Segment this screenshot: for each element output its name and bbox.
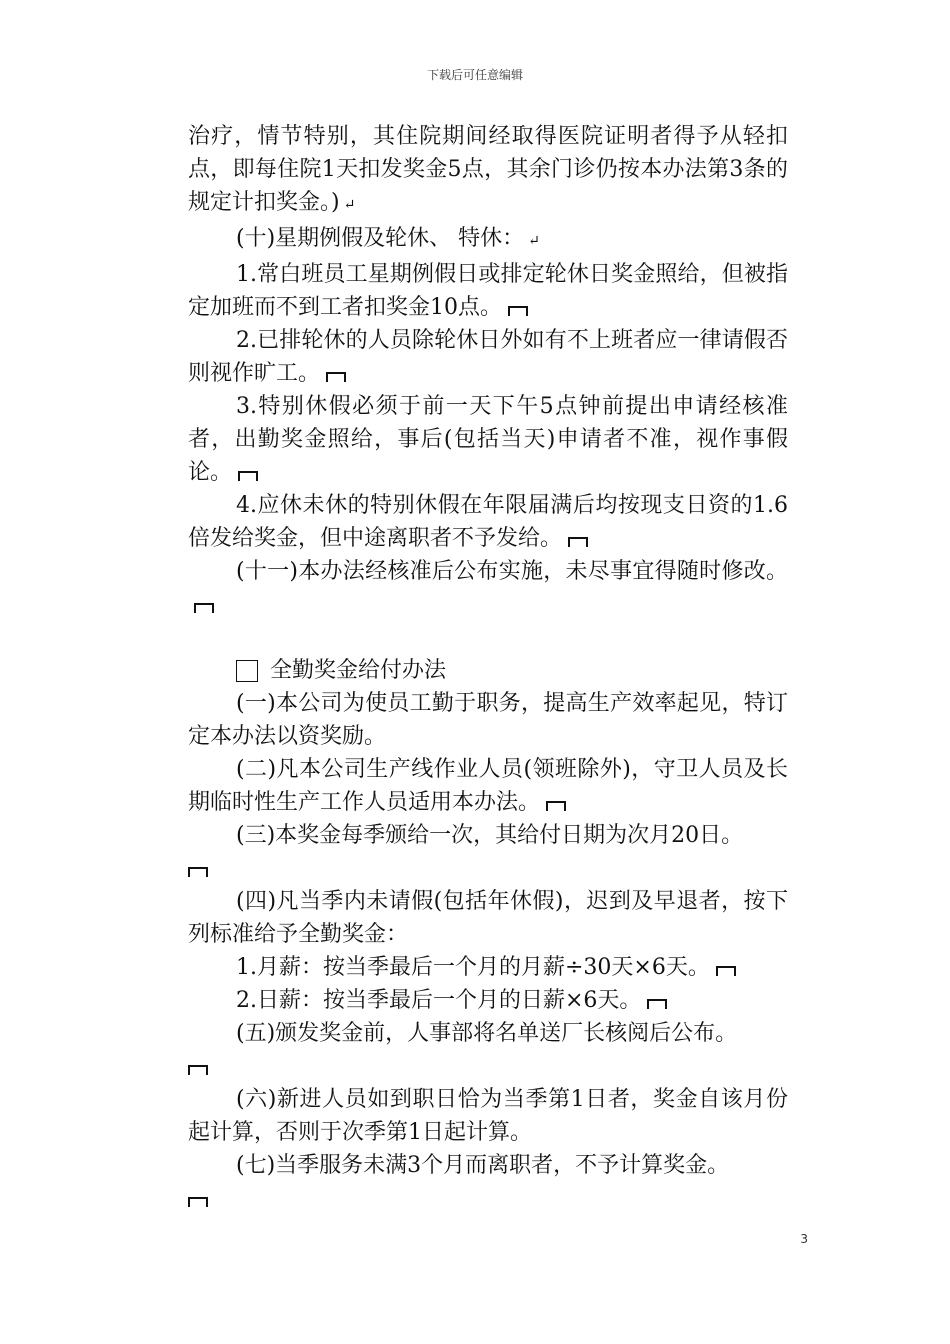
- paragraph: (四)凡当季内未请假(包括年休假)，迟到及早退者，按下列标准给予全勤奖金：: [188, 889, 788, 947]
- paragraph: 治疗，情节特别，其住院期间经取得医院证明者得予从轻扣点，即每住院1天扣发奖金5点，其余门诊仍按本办法第3条的规定计扣奖金。) ↵: [188, 124, 788, 215]
- section-title: 全勤奖金给付办法: [270, 658, 447, 683]
- paragraph: (二)凡本公司生产线作业人员(领班除外)，守卫人员及长期临时性生产工作人员适用本办法。: [188, 757, 788, 815]
- paragraph-mark-icon: [188, 867, 208, 877]
- paragraph: [188, 852, 788, 885]
- document-body: [188, 120, 788, 1215]
- paragraph-mark-icon: [188, 1197, 208, 1207]
- paragraph-mark-icon: [238, 471, 258, 481]
- paragraph-mark-icon: ↵: [343, 197, 356, 213]
- paragraph: (六)新进人员如到职日恰为当季第1日者，奖金自该月份起计算，否则于次季第1日起计算。: [188, 1087, 788, 1145]
- paragraph: 1.月薪：按当季最后一个月的月薪÷30天×6天。: [188, 951, 788, 984]
- paragraph: 2.已排轮休的人员除轮休日外如有不上班者应一律请假否则视作旷工。: [188, 328, 788, 386]
- section-heading: [188, 654, 788, 687]
- paragraph: 1.常白班员工星期例假日或排定轮休日奖金照给，但被指定加班而不到工者扣奖金10点。: [188, 262, 788, 320]
- paragraph-mark-icon: [194, 603, 214, 613]
- paragraph: (十)星期例假及轮休、 特休： ↵: [236, 226, 540, 251]
- paragraph: [188, 1050, 788, 1083]
- paragraph-mark-icon: [716, 966, 736, 976]
- paragraph: (十一)本办法经核准后公布实施，未尽事宜得随时修改。: [188, 555, 788, 621]
- checkbox-square-icon: [236, 660, 258, 682]
- paragraph-mark-icon: [546, 801, 566, 811]
- paragraph-mark-icon: [647, 999, 667, 1009]
- paragraph: [188, 1182, 788, 1215]
- paragraph: (五)颁发奖金前，人事部将名单送厂长核阅后公布。: [236, 1021, 738, 1046]
- paragraph: (七)当季服务未满3个月而离职者，不予计算奖金。: [236, 1153, 730, 1178]
- paragraph: 4.应休未休的特别休假在年限届满后均按现支日资的1.6倍发给奖金，但中途离职者不予发给。: [188, 493, 788, 551]
- paragraph: (一)本公司为使员工勤于职务，提高生产效率起见，特订定本办法以资奖励。: [188, 691, 788, 749]
- paragraph: (三)本奖金每季颁给一次，其给付日期为次月20日。: [236, 823, 744, 848]
- paragraph-mark-icon: [188, 1065, 208, 1075]
- spacer: [188, 621, 788, 654]
- paragraph-mark-icon: ↵: [528, 233, 540, 249]
- paragraph-mark-icon: [508, 306, 528, 316]
- paragraph-mark-icon: [568, 537, 588, 547]
- paragraph: 2.日薪：按当季最后一个月的日薪×6天。: [188, 984, 788, 1017]
- paragraph-mark-icon: [326, 372, 346, 382]
- page-number: 3: [800, 1232, 808, 1246]
- page-header: 下载后可任意编辑: [426, 68, 523, 82]
- paragraph: 3.特别休假必须于前一天下午5点钟前提出申请经核准者，出勤奖金照给，事后(包括当天)申请者不准，视作事假论。: [188, 394, 788, 485]
